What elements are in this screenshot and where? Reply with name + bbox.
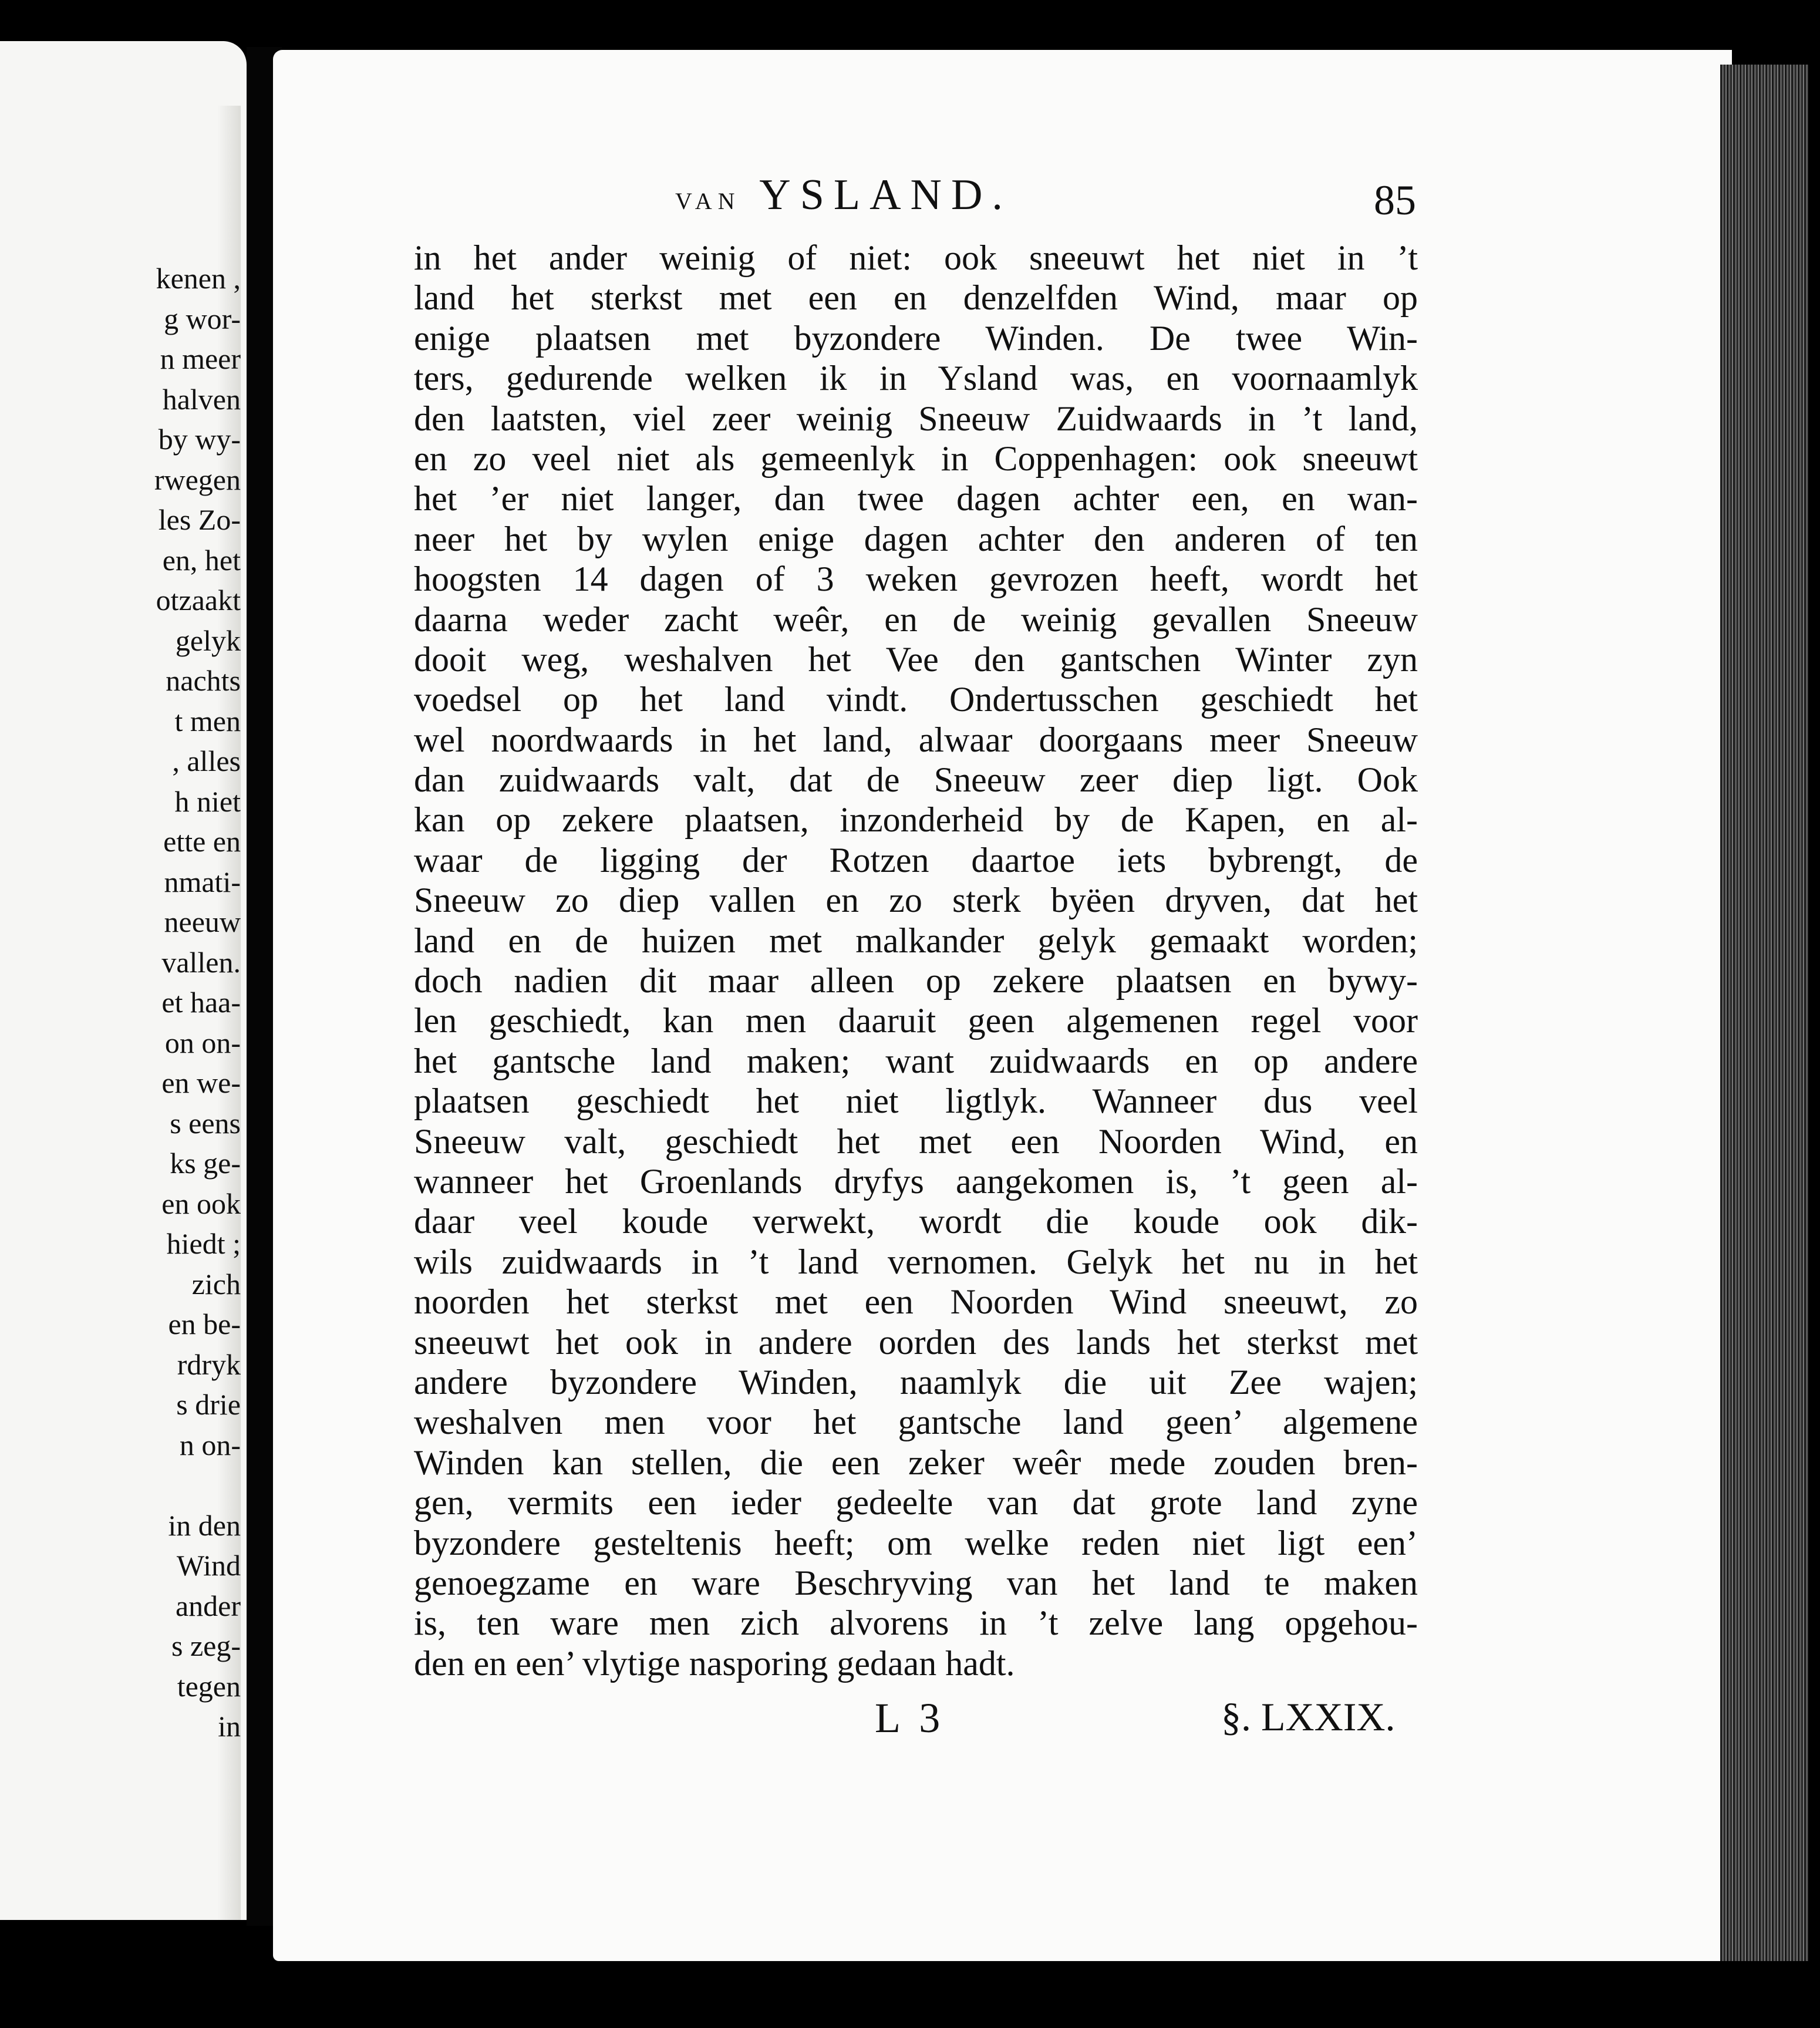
text-line: voedsel op het land vindt. Ondertusschen geschiedt het — [414, 680, 1418, 719]
text-line: daar veel koude verwekt, wordt die koude ook dik- — [414, 1202, 1418, 1241]
text-line: den laatsten, viel zeer weinig Sneeuw Zuidwaards in ’t land, — [414, 399, 1418, 438]
text-line: sneeuwt het ook in andere oorden des lands het sterkst met — [414, 1322, 1418, 1362]
text-line: en zo veel niet als gemeenlyk in Coppenhagen: ook sneeuwt — [414, 439, 1418, 478]
left-page-line: vallen. — [161, 945, 241, 979]
left-page-line: tegen — [177, 1669, 241, 1703]
text-line: wel noordwaards in het land, alwaar doorgaans meer Sneeuw — [414, 720, 1418, 759]
left-page-line: en, het — [162, 543, 241, 577]
text-line: dooit weg, weshalven het Vee den gantschen Winter zyn — [414, 639, 1418, 679]
text-line: wils zuidwaards in ’t land vernomen. Gelyk het nu in het — [414, 1242, 1418, 1281]
left-page-line: g wor- — [164, 302, 241, 335]
left-page-line: les Zo- — [158, 503, 241, 536]
left-page-line: en ook — [161, 1187, 241, 1220]
text-line: Winden kan stellen, die een zeker weêr mede zouden bren- — [414, 1443, 1418, 1482]
text-line: gen, vermits een ieder gedeelte van dat grote land zyne — [414, 1483, 1418, 1522]
left-page-line: ander — [175, 1589, 241, 1622]
body-text — [414, 238, 1418, 1683]
left-page-line: hiedt ; — [166, 1227, 241, 1260]
text-line: het gantsche land maken; want zuidwaards en op andere — [414, 1041, 1418, 1080]
text-line: genoegzame en ware Beschryving van het land te maken — [414, 1563, 1418, 1602]
text-line: neer het by wylen enige dagen achter den anderen of ten — [414, 519, 1418, 558]
text-line: is, ten ware men zich alvorens in ’t zelve lang opgehou- — [414, 1603, 1418, 1643]
left-page-line: ette en — [163, 825, 241, 858]
text-line: andere byzondere Winden, naamlyk die uit Zee wajen; — [414, 1362, 1418, 1402]
left-page-line: en be- — [168, 1308, 241, 1340]
text-line: waar de ligging der Rotzen daartoe iets bybrengt, de — [414, 840, 1418, 880]
left-page-line — [0, 1465, 241, 1505]
left-page-line: otzaakt — [156, 584, 241, 617]
signature-mark: L 3 — [875, 1695, 945, 1741]
text-line: byzondere gesteltenis heeft; om welke reden niet ligt een’ — [414, 1523, 1418, 1562]
text-line: den en een’ vlytige nasporing gedaan hadt. — [414, 1643, 1015, 1683]
text-line: land en de huizen met malkander gelyk gemaakt worden; — [414, 921, 1418, 960]
text-line: kan op zekere plaatsen, inzonderheid by de Kapen, en al- — [414, 800, 1418, 840]
left-page-line: n on- — [179, 1428, 241, 1461]
text-line: Sneeuw zo diep vallen en zo sterk byëen dryven, dat het — [414, 881, 1418, 920]
left-page-line: et haa- — [161, 986, 241, 1019]
page-number: 85 — [1374, 177, 1416, 224]
text-line: wanneer het Groenlands dryfys aangekomen is, ’t geen al- — [414, 1161, 1418, 1201]
left-page-line: en we- — [161, 1066, 241, 1099]
left-page-line: h niet — [174, 784, 241, 818]
left-page-line: s zeg- — [171, 1629, 241, 1662]
text-line: in het ander weinig of niet: ook sneeuwt het niet in ’t — [414, 238, 1418, 277]
left-page-line: nachts — [166, 664, 241, 697]
left-page-text — [0, 258, 241, 1747]
text-line: doch nadien dit maar alleen op zekere plaatsen en bywy- — [414, 961, 1418, 1000]
left-page-line: ks ge- — [170, 1147, 241, 1180]
text-line: hoogsten 14 dagen of 3 weken gevrozen heeft, wordt het — [414, 560, 1418, 599]
text-line: enige plaatsen met byzondere Winden. De twee Win- — [414, 318, 1418, 358]
page-edges — [1720, 65, 1808, 1961]
text-line: len geschiedt, kan men daaruit geen algemenen regel voor — [414, 1001, 1418, 1040]
text-line: land het sterkst met een en denzelfden Wind, maar op — [414, 278, 1418, 318]
left-page-line: s eens — [170, 1106, 241, 1140]
left-page-line: n meer — [160, 342, 241, 375]
text-line: dan zuidwaards valt, dat de Sneeuw zeer diep ligt. Ook — [414, 760, 1418, 800]
text-line: noorden het sterkst met een Noorden Wind sneeuwt, zo — [414, 1282, 1418, 1322]
text-line: het ’er niet langer, dan twee dagen achter een, en wan- — [414, 479, 1418, 518]
left-page-line: s drie — [176, 1388, 241, 1421]
left-page-line: gelyk — [175, 624, 241, 657]
left-page-line: zich — [191, 1267, 241, 1301]
running-head — [675, 170, 1012, 220]
left-page-line: rwegen — [154, 463, 241, 496]
running-head-title: YSLAND. — [759, 171, 1012, 219]
left-page-line: kenen , — [156, 262, 241, 295]
text-line: weshalven men voor het gantsche land geen’ algemene — [414, 1403, 1418, 1442]
catchword: §. LXXIX. — [1221, 1695, 1396, 1739]
left-page — [0, 41, 247, 1920]
left-page-line: on on- — [164, 1026, 241, 1059]
left-page-line: by wy- — [158, 423, 241, 456]
left-page-line: in — [218, 1710, 241, 1743]
running-head-small: VAN — [675, 188, 741, 214]
text-line: ters, gedurende welken ik in Ysland was, en voornaamlyk — [414, 359, 1418, 398]
left-page-line: rdryk — [177, 1347, 241, 1381]
text-line: plaatsen geschiedt het niet ligtlyk. Wanneer dus veel — [414, 1082, 1418, 1121]
left-page-line: t men — [174, 704, 241, 737]
left-page-line: nmati- — [164, 865, 241, 898]
left-page-line: in den — [168, 1508, 241, 1542]
left-page-line: , alles — [172, 745, 241, 777]
text-line: Sneeuw valt, geschiedt het met een Noorden Wind, en — [414, 1121, 1418, 1161]
left-page-line: Wind — [176, 1549, 241, 1582]
text-line: daarna weder zacht weêr, en de weinig gevallen Sneeuw — [414, 599, 1418, 639]
left-page-line: neeuw — [164, 905, 241, 938]
left-page-line: halven — [162, 382, 241, 416]
